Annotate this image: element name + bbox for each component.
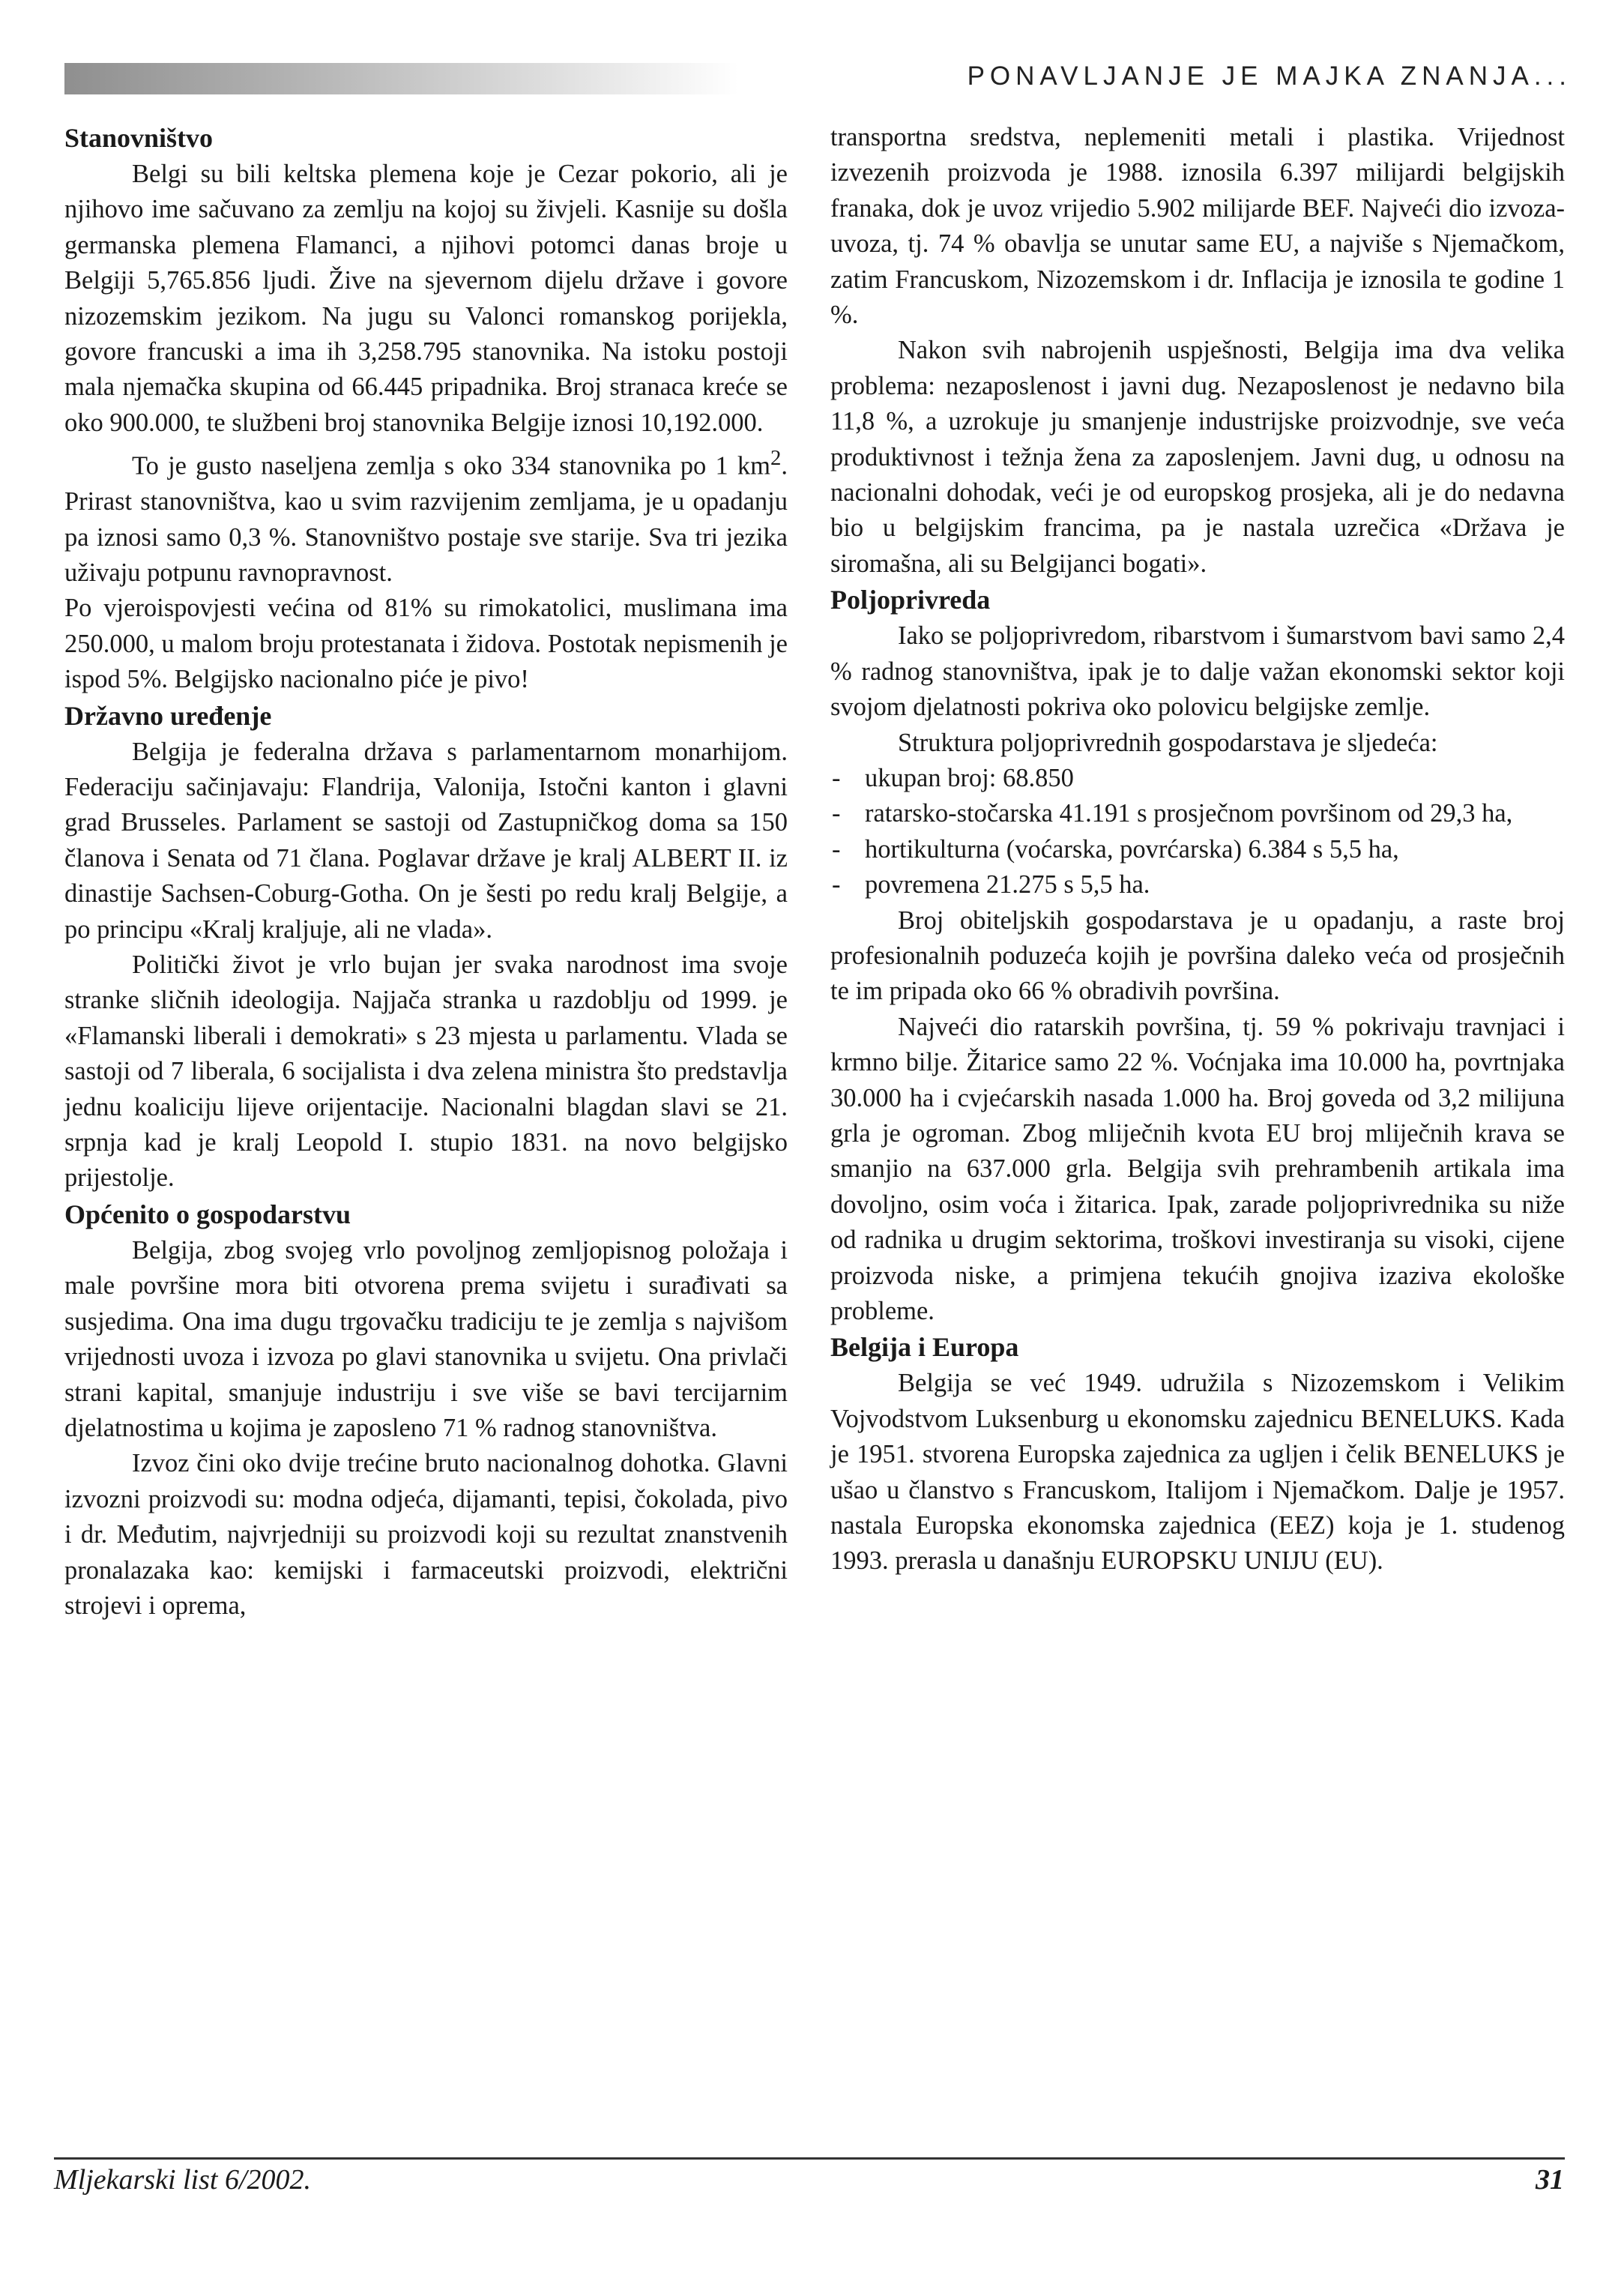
paragraph: Struktura poljoprivrednih gospodarstava je sljedeća: <box>898 728 1438 757</box>
list-item: - povremena 21.275 s 5,5 ha. <box>830 867 1565 903</box>
paragraph: Nakon svih nabrojenih uspješnosti, Belgija ima dva velika problema: nezaposlenost i javni dug. Nezaposlenost je nedavno bila 11,8 %, a uzrokuje ju smanjenje industrijske proizvodnje, sve veća produktivnost i težnja žena za zaposlenjem. Javni dug, u odnosu na nacionalni dohodak, veći je od europskog prosjeka, ali je do nedavna bio u belgijskim francima, pa je nastala uzrečica «Država je siromašna, ali su Belgijanci bogati». <box>830 336 1565 578</box>
paragraph: Belgija se već 1949. udružila s Nizozemskom i Velikim Vojvodstvom Luksenburg u ekonomsku zajednicu BENELUKS. Kada je 1951. stvorena Europska zajednica za ugljen i čelik BENELUKS je ušao u članstvo s Francuskom, Italijom i Njemačkom. Dalje je 1957. nastala Europska ekonomska zajednica (EEZ) koja je 1. studenog 1993. prerasla u današnju EUROPSKU UNIJU (EU). <box>830 1369 1565 1576</box>
footer-rule <box>54 2157 1565 2160</box>
paragraph: Broj obiteljskih gospodarstava je u opadanju, a raste broj profesionalnih poduzeća kojih je površina daleko veća od prosječnih te im pripada oko 66 % obradivih površina. <box>830 906 1565 1006</box>
paragraph: transportna sredstva, neplemeniti metali i plastika. Vrijednost izvezenih proizvoda je 1988. iznosila 6.397 milijardi belgijskih franaka, dok je uvoz vrijedio 5.902 milijarde BEF. Najveći dio izvoza-uvoza, tj. 74 % obavlja se unutar same EU, a najviše s Njemačkom, zatim Francuskom, Nizozemskom i dr. Inflacija je iznosila te godine 1 %. <box>830 123 1565 330</box>
section-heading-drzavno-uredjenje: Državno uređenje <box>64 700 272 731</box>
paragraph <box>64 441 788 591</box>
section-heading-stanovnistvo: Stanovništvo <box>64 123 214 153</box>
text-run: To je gusto naseljena zemlja s oko 334 stanovnika po 1 km <box>132 451 770 480</box>
superscript: 2 <box>770 446 782 471</box>
list-item: - ratarsko-stočarska 41.191 s prosječnom površinom od 29,3 ha, <box>830 796 1565 831</box>
page-number: 31 <box>1536 2164 1564 2196</box>
farm-structure-list <box>830 761 1565 903</box>
list-item: - ukupan broj: 68.850 <box>830 761 1565 796</box>
right-column <box>830 120 1565 1579</box>
journal-name: Mljekarski list 6/2002. <box>54 2164 312 2196</box>
paragraph: Belgija, zbog svojeg vrlo povoljnog zemljopisnog položaja i male površine mora biti otvorena prema svijetu i surađivati sa susjedima. Ona ima dugu trgovačku tradiciju te je zemlja s najvišom vrijednosti uvoza i izvoza po glavi stanovnika u svijetu. Ona privlači strani kapital, smanjuje industriju i sve više se bavi tercijarnim djelatnostima u kojima je zaposleno 71 % radnog stanovništva. <box>64 1235 788 1442</box>
paragraph: Iako se poljoprivredom, ribarstvom i šumarstvom bavi samo 2,4 % radnog stanovništva, ipak je to dalje važan ekonomski sektor koji svojom djelatnosti pokriva oko polovicu belgijske zemlje. <box>830 621 1565 722</box>
paragraph: Po vjeroispovjesti većina od 81% su rimokatolici, muslimana ima 250.000, u malom broju protestanata i židova. Postotak nepismenih je ispod 5%. Belgijsko nacionalno piće je pivo! <box>64 594 788 694</box>
paragraph: Belgi su bili keltska plemena koje je Cezar pokorio, ali je njihovo ime sačuvano za zemlju na kojoj su živjeli. Kasnije su došla germanska plemena Flamanci, a njihovi potomci danas broje u Belgiji 5,765.856 ljudi. Žive na sjevernom dijelu države i govore nizozemskim jezikom. Na jugu su Valonci romanskog porijekla, govore francuski a ima ih 3,258.795 stanovnika. Na istoku postoji mala njemačka skupina od 66.445 pripadnika. Broj stranaca kreće se oko 900.000, te službeni broj stanovnika Belgije iznosi 10,192.000. <box>64 160 788 437</box>
section-heading-gospodarstvo: Općenito o gospodarstvu <box>64 1199 351 1229</box>
header-gradient-bar <box>64 63 739 94</box>
paragraph: Belgija je federalna država s parlamentarnom monarhijom. Federaciju sačinjavaju: Flandrija, Valonija, Istočni kanton i glavni grad Brusseles. Parlament se sastoji od Zastupničkog doma sa 150 članova i Senata od 71 člana. Poglavar države je kralj ALBERT II. iz dinastije Sachsen-Coburg-Gotha. On je šesti po redu kralj Belgije, a po principu «Kralj kraljuje, ali ne vlada». <box>64 737 788 944</box>
section-heading-belgija-i-europa: Belgija i Europa <box>830 1332 1019 1363</box>
text-run: . Prirast stanovništva, kao u svim razvijenim zemljama, je u opadanju pa iznosi samo 0,3 %. Stanovništvo postaje sve starije. Sva tri jezika uživaju potpunu ravnopravnost. <box>64 451 788 587</box>
paragraph: Politički život je vrlo bujan jer svaka narodnost ima svoje stranke sličnih ideologija. Najjača stranka u razdoblju od 1999. je «Flamanski liberali i demokrati» s 23 mjesta u parlamentu. Vlada se sastoji od 7 liberala, 6 socijalista i dva zelena ministra što predstavlja jednu koaliciju lijeve orijentacije. Nacionalni blagdan slavi se 21. srpnja kad je kralj Leopold I. stupio 1831. na novo belgijsko prijestolje. <box>64 950 788 1193</box>
left-column <box>64 120 788 1624</box>
running-title: PONAVLJANJE JE MAJKA ZNANJA... <box>967 61 1572 91</box>
paragraph: Izvoz čini oko dvije trećine bruto nacionalnog dohotka. Glavni izvozni proizvodi su: modna odjeća, dijamanti, tepisi, čokolada, pivo i dr. Međutim, najvrjedniji su proizvodi koji su rezultat znanstvenih pronalazaka kao: kemijski i farmaceutski proizvodi, električni strojevi i oprema, <box>64 1449 788 1620</box>
section-heading-poljoprivreda: Poljoprivreda <box>830 585 991 615</box>
list-item: - hortikulturna (voćarska, povrćarska) 6.384 s 5,5 ha, <box>830 832 1565 867</box>
paragraph: Najveći dio ratarskih površina, tj. 59 % pokrivaju travnjaci i krmno bilje. Žitarice samo 22 %. Voćnjaka ima 10.000 ha, povrtnjaka 30.000 ha i cvjećarskih nasada 1.000 ha. Broj goveda od 3,2 milijuna grla je ogroman. Zbog mliječnih kvota EU broj mliječnih krava se smanjio na 637.000 grla. Belgija svih prehrambenih artikala ima dovoljno, osim voća i žitarica. Ipak, zarade poljoprivrednika su niže od radnika u drugim sektorima, troškovi investiranja su visoki, cijene proizvoda niske, a primjena tekućih gnojiva izaziva ekološke probleme. <box>830 1012 1565 1325</box>
